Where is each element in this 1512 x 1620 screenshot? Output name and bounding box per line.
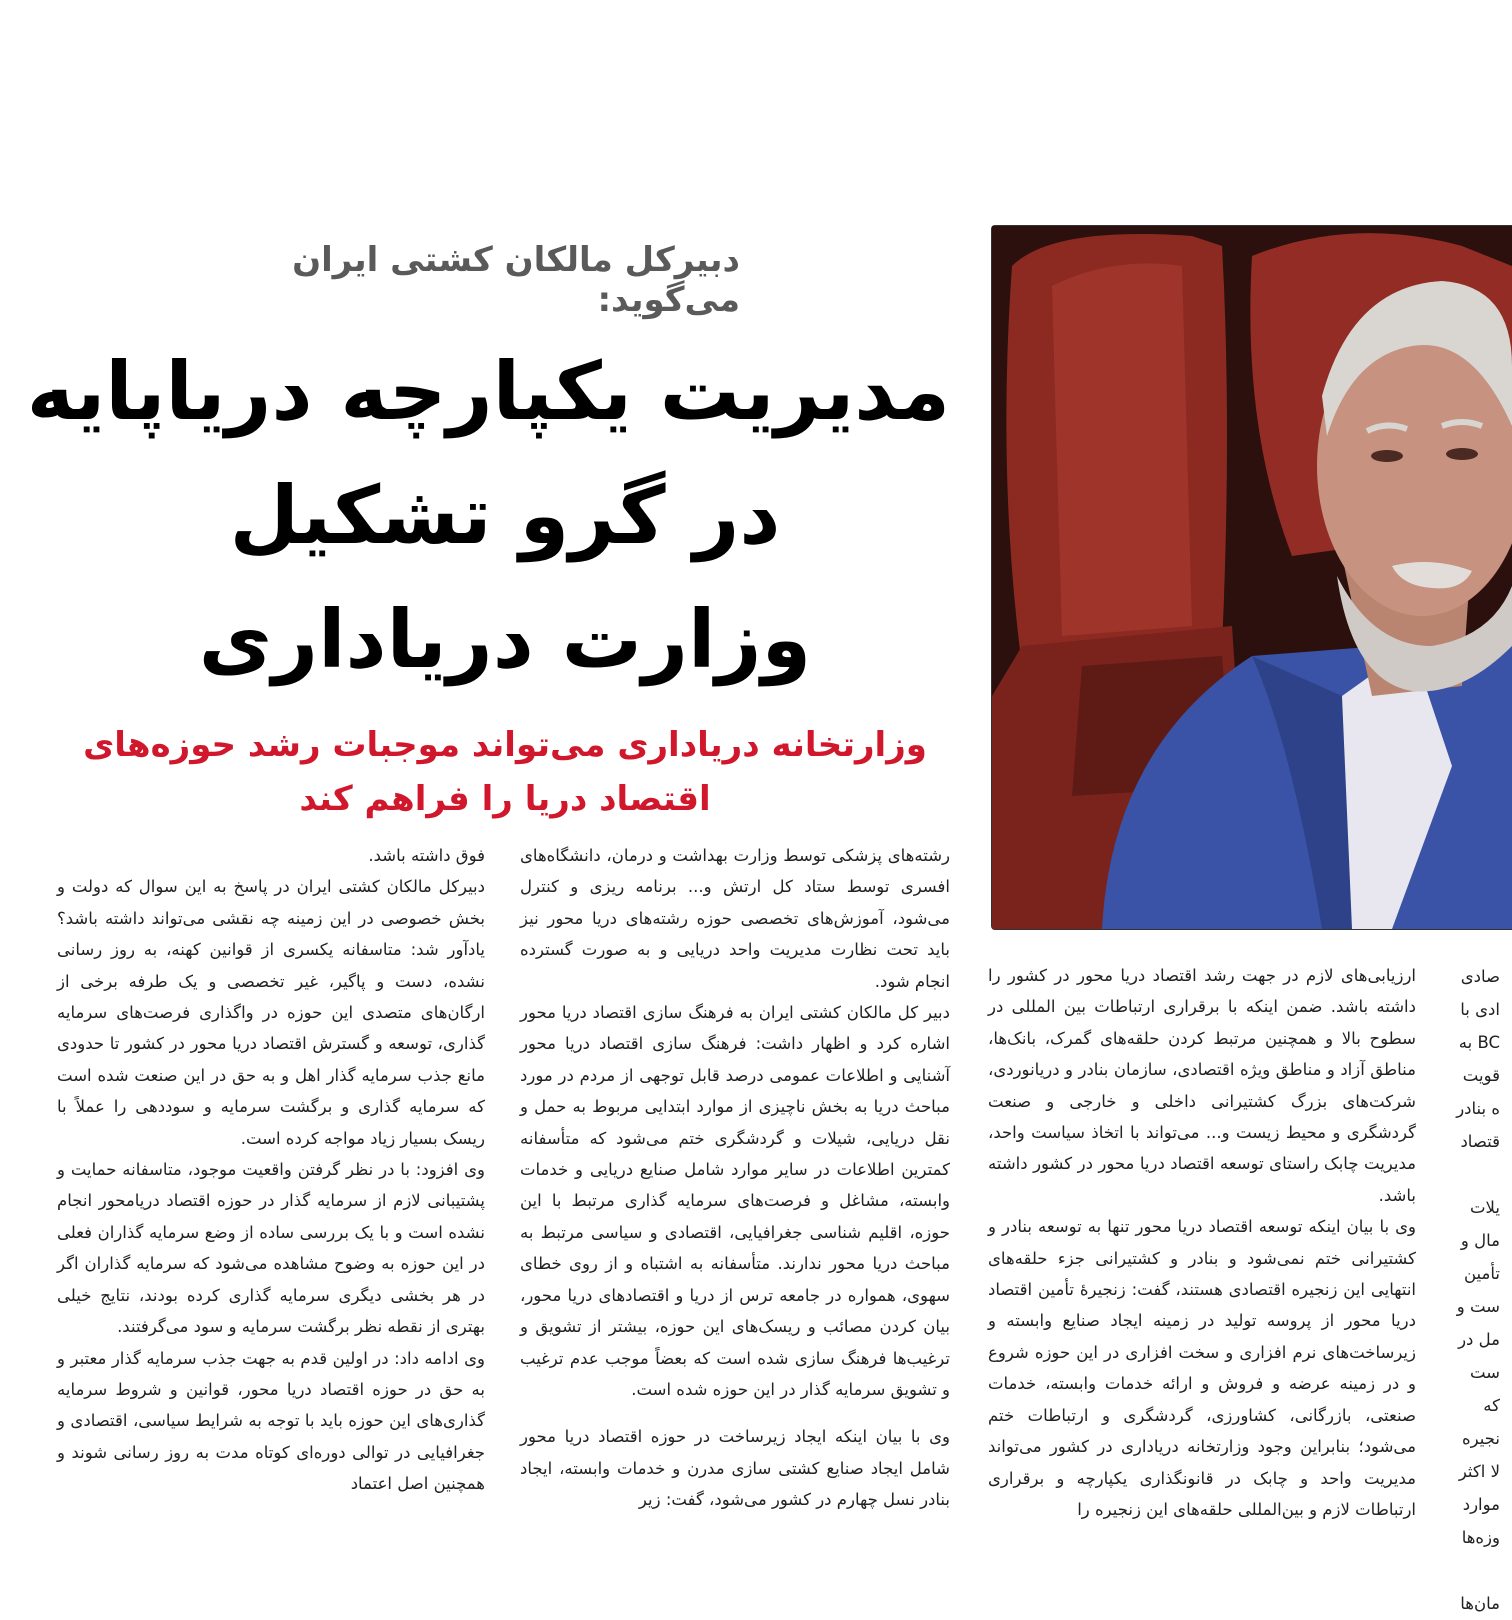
edge-text-line: نجیره xyxy=(1462,1429,1500,1448)
text-column-middle xyxy=(520,840,950,1566)
edge-text-line: یلات xyxy=(1470,1198,1500,1217)
edge-text-line: ست که xyxy=(1469,1363,1500,1415)
paragraph: دبیرکل مالکان کشتی ایران در پاسخ به این سوال که دولت و بخش خصوصی در این زمینه چه نقشی می‌تواند داشته باشد؟ یادآور شد: متاسفانه یکسری از قوانین کهنه، به روز رسانی نشده، دست و پاگیر، غیر تخصصی و یک طرفه برخی از ارگان‌های متصدی این حوزه در واگذاری فرصت‌های سرمایه گذاری، توسعه و گسترش اقتصاد دریا محور در کشور تا حدودی مانع جذب سرمایه گذار اهل و به حق در این صنعت شده است که سرمایه گذاری و برگشت سرمایه و سوددهی را عملاً با ریسک بسیار زیاد مواجه کرده است. xyxy=(57,877,485,1148)
paragraph: وی با بیان اینکه توسعه اقتصاد دریا محور تنها به توسعه بنادر و کشتیرانی ختم نمی‌شود و بنادر و کشتیرانی جزء حلقه‌های انتهایی این زنجیره اقتصادی هستند، گفت: زنجیرۀ تأمین اقتصاد دریا محور از پروسه تولید در زمینه ایجاد صنایع وابسته و زیرساخت‌های نرم افزاری و سخت افزاری در این حوزه شروع و در زمینه عرضه و فروش و ارائه خدمات وابسته، خدمات صنعتی، بازرگانی، کشاورزی، گردشگری و ارتباطات ختم می‌شود؛ بنابراین وجود وزارتخانه دریاداری در کشور می‌تواند مدیریت واحد و چابک در قانونگذاری یکپارچه و برقراری ارتباطات لازم و بین‌المللی حلقه‌های این زنجیره را xyxy=(988,1217,1416,1519)
edge-text-line: قویت xyxy=(1462,1066,1500,1085)
edge-text-line: تأمین xyxy=(1464,1264,1500,1283)
edge-text-line: ه بنادر xyxy=(1456,1099,1500,1118)
article-headline xyxy=(26,330,950,702)
edge-text-line: مل در xyxy=(1458,1330,1500,1349)
edge-text-line xyxy=(1450,1158,1500,1191)
article-subheading xyxy=(80,718,930,826)
text-column-cropped-edge xyxy=(1450,960,1500,1613)
text-column-left xyxy=(57,840,485,1566)
headline-line-2: در گرو تشکیل xyxy=(229,469,781,562)
edge-text-line xyxy=(1450,1554,1500,1587)
headline-line-1: مدیریت یکپارچه دریاپایه xyxy=(26,345,950,438)
edge-text-line: ست و xyxy=(1456,1297,1500,1316)
edge-text-line: ادی با xyxy=(1460,1000,1500,1019)
subhead-line-2: اقتصاد دریا را فراهم کند xyxy=(299,779,711,819)
portrait-photo xyxy=(991,225,1512,930)
article-kicker: دبیرکل مالکان کشتی ایران می‌گوید: xyxy=(292,240,740,320)
edge-text-line: مال و xyxy=(1460,1231,1500,1250)
edge-text-line: لا اکثر xyxy=(1458,1462,1500,1481)
edge-text-line: قتصاد xyxy=(1460,1132,1500,1151)
paragraph: وی با بیان اینکه ایجاد زیرساخت در حوزه اقتصاد دریا محور شامل ایجاد صنایع کشتی سازی مدرن و خدمات وابسته، ایجاد بنادر نسل چهارم در کشور می‌شود، گفت: زیر xyxy=(520,1427,950,1510)
edge-text-line: وزه‌ها xyxy=(1461,1528,1500,1547)
paragraph: دبیر کل مالکان کشتی ایران به فرهنگ سازی اقتصاد دریا محور اشاره کرد و اظهار داشت: فرهنگ سازی اقتصاد دریا محور آشنایی و اطلاعات عمومی درصد قابل توجهی از مردم در مورد مباحث دریا به بخش ناچیزی از موارد ابتدایی مربوط به حمل و نقل دریایی، شیلات و گردشگری ختم می‌شود که متأسفانه کمترین اطلاعات در سایر موارد شامل صنایع دریایی و خدمات وابسته، مشاغل و فرصت‌های سرمایه گذاری مرتبط با این حوزه، اقلیم شناسی جغرافیایی، اقتصادی و سیاسی مرتبط به مباحث دریا محور ندارند. متأسفانه به اشتباه و از روی خطای سهوی، همواره در جامعه ترس از دریا و اقتصادهای دریا محور، بیان کردن مصائب و ریسک‌های این حوزه، بیشتر از تشویق و ترغیب‌ها فرهنگ سازی شده است که بعضاً موجب عدم ترغیب و تشویق سرمایه گذار در این حوزه شده است. xyxy=(520,1003,950,1399)
edge-text-line: BC به xyxy=(1458,1033,1500,1052)
headline-line-3: وزارت دریاداری xyxy=(198,593,812,686)
paragraph: وی افزود: با در نظر گرفتن واقعیت موجود، متاسفانه حمایت و پشتیبانی لازم از سرمایه گذار در حوزه اقتصاد دریامحور انجام نشده است و با یک بررسی ساده از وضع سرمایه گذاران فعلی در این حوزه به وضوح مشاهده می‌شود که سرمایه گذاران اگر در هر بخشی دیگری سرمایه گذاری کرده بودند، نتایج خیلی بهتری از نقطه نظر برگشت سرمایه و سود می‌گرفتند. xyxy=(57,1160,485,1337)
paragraph: ارزیابی‌های لازم در جهت رشد اقتصاد دریا محور در کشور را داشته باشد. ضمن اینکه با برقراری ارتباطات بین المللی در سطوح بالا و همچنین مرتبط کردن حلقه‌های گمرک، بانک‌ها، مناطق آزاد و مناطق ویژه اقتصادی، سازمان بنادر و دریانوردی، شرکت‌های بزرگ کشتیرانی داخلی و خارجی و صنعت گردشگری و محیط زیست و... می‌تواند با اتخاذ سیاست واحد، مدیریت چابک راستای توسعه اقتصاد دریا محور در کشور داشته باشد. xyxy=(988,966,1416,1205)
subhead-line-1: وزارتخانه دریاداری می‌تواند موجبات رشد حوزه‌های xyxy=(83,725,927,765)
edge-text-line: مان‌ها xyxy=(1460,1594,1500,1613)
edge-text-line: موارد xyxy=(1462,1495,1500,1514)
paragraph: وی ادامه داد: در اولین قدم به جهت جذب سرمایه گذار معتبر و به حق در حوزه اقتصاد دریا محور، قوانین و شروط سرمایه گذاری‌های این حوزه باید با توجه به شرایط سیاسی، اقتصادی و جغرافیایی در توالی دوره‌ای کوتاه مدت به روز رسانی شوند و همچنین اصل اعتماد xyxy=(57,1348,485,1494)
paragraph: رشته‌های پزشکی توسط وزارت بهداشت و درمان، دانشگاه‌های افسری توسط ستاد کل ارتش و... برنامه ریزی و کنترل می‌شود، آموزش‌های تخصصی حوزه رشته‌های دریا محور نیز باید تحت نظارت مدیریت واحد دریایی و به صورت گسترده انجام شود. xyxy=(520,846,950,991)
text-column-right xyxy=(988,960,1416,1566)
edge-text-line: صادی xyxy=(1460,967,1500,986)
paragraph: فوق داشته باشد. xyxy=(368,846,485,865)
portrait-illustration xyxy=(992,226,1512,929)
